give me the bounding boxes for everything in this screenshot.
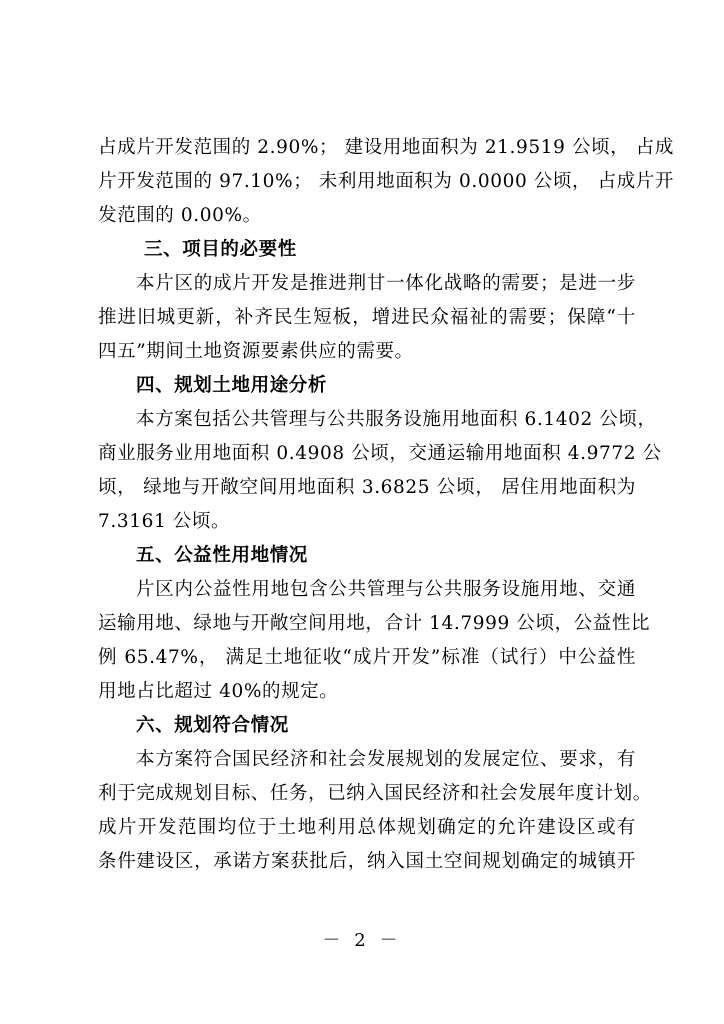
body-line: 7.3161 公顷。 <box>98 511 231 532</box>
body-line: 利于完成规划目标、任务，已纳入国民经济和社会发展年度计划。 <box>98 783 652 804</box>
body-line: 推进旧城更新，补齐民生短板，增进民众福祉的需要；保障“十 <box>98 307 636 328</box>
body-line: 片区内公益性用地包含公共管理与公共服务设施用地、交通 <box>136 579 636 600</box>
body-line: 本方案包括公共管理与公共服务设施用地面积 6.1402 公顷， <box>136 409 657 430</box>
body-line: 成片开发范围均位于土地利用总体规划确定的允许建设区或有 <box>98 817 636 838</box>
body-line: 本片区的成片开发是推进荆甘一体化战略的需要；是进一步 <box>136 273 636 294</box>
body-line: 运输用地、绿地与开敞空间用地，合计 14.7999 公顷，公益性比 <box>98 613 651 634</box>
body-line: 片开发范围的 97.10%； 未利用地面积为 0.0000 公顷， 占成片开 <box>98 171 674 192</box>
body-line: 发范围的 0.00%。 <box>98 205 262 226</box>
body-line: 例 65.47%， 满足土地征收“成片开发”标准（试行）中公益性 <box>98 647 636 668</box>
body-line: 商业服务业用地面积 0.4908 公顷，交通运输用地面积 4.9772 公 <box>98 443 662 464</box>
section-heading-necessity: 三、项目的必要性 <box>144 239 297 260</box>
body-line: 本方案符合国民经济和社会发展规划的发展定位、要求，有 <box>136 749 636 770</box>
page-number: － 2 － <box>322 930 402 951</box>
body-line: 用地占比超过 40%的规定。 <box>98 681 339 702</box>
body-line: 顷， 绿地与开敞空间用地面积 3.6825 公顷， 居住用地面积为 <box>98 477 636 498</box>
section-heading-compliance: 六、规划符合情况 <box>136 715 289 736</box>
body-line: 占成片开发范围的 2.90%； 建设用地面积为 21.9519 公顷， 占成 <box>98 137 674 158</box>
document-body <box>98 131 674 879</box>
body-line: 条件建设区，承诺方案获批后，纳入国土空间规划确定的城镇开 <box>98 851 636 872</box>
body-line: 四五”期间土地资源要素供应的需要。 <box>98 341 414 362</box>
section-heading-public-land: 五、公益性用地情况 <box>136 545 308 566</box>
section-heading-land-use: 四、规划土地用途分析 <box>136 375 328 396</box>
